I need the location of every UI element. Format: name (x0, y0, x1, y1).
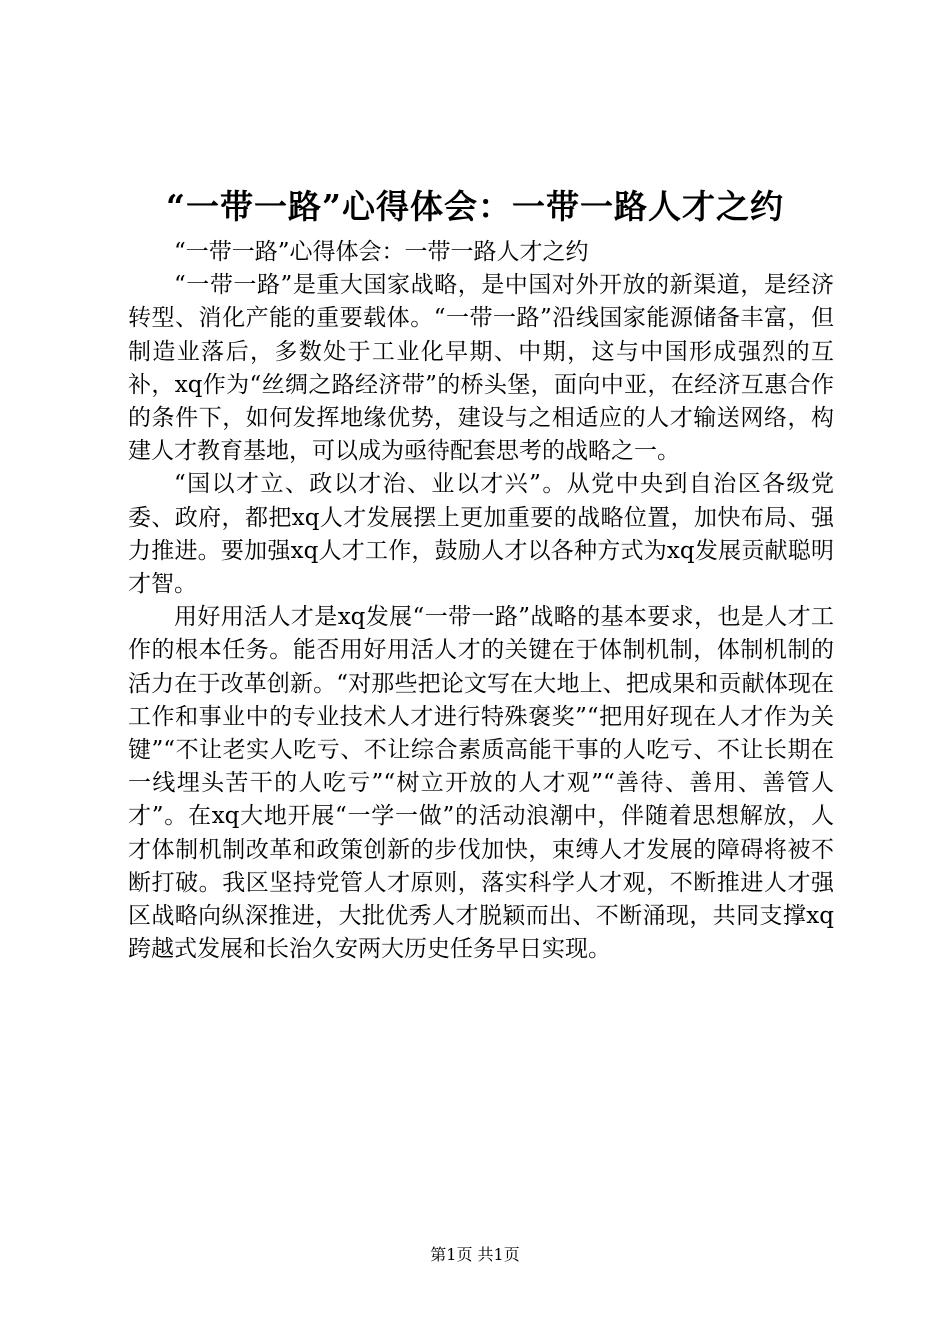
page-footer: 第1页 共1页 (430, 1245, 520, 1264)
paragraph-reform: 用好用活人才是xq发展“一带一路”战略的基本要求，也是人才工作的根本任务。能否用好用活人才的关键在于体制机制，体制机制的活力在于改革创新。“对那些把论文写在大地上、把成果和贡献体现在工作和事业中的专业技术人才进行特殊褒奖”“把用好现在人才作为关键”“不让老实人吃亏、不让综合素质高能干事的人吃亏、不让长期在一线埋头苦干的人吃亏”“树立开放的人才观”“善待、善用、善管人才”。在xq大地开展“一学一做”的活动浪潮中，伴随着思想解放，人才体制机制改革和政策创新的步伐加快，束缚人才发展的障碍将被不断打破。我区坚持党管人才原则，落实科学人才观，不断推进人才强区战略向纵深推进，大批优秀人才脱颖而出、不断涌现，共同支撑xq跨越式发展和长治久安两大历史任务早日实现。 (128, 604, 834, 963)
paragraph-strategy: “一带一路”是重大国家战略，是中国对外开放的新渠道，是经济转型、消化产能的重要载体。“一带一路”沿线国家能源储备丰富，但制造业落后，多数处于工业化早期、中期，这与中国形成强烈的互补，xq作为“丝绸之路经济带”的桥头堡，面向中亚，在经济互惠合作的条件下，如何发挥地缘优势，建设与之相适应的人才输送网络，构建人才教育基地，可以成为亟待配套思考的战略之一。 (128, 272, 834, 465)
paragraph-subtitle: “一带一路”心得体会：一带一路人才之约 (174, 239, 589, 265)
paragraph-talent: “国以才立、政以才治、业以才兴”。从党中央到自治区各级党委、政府，都把xq人才发展摆上更加重要的战略位置，加快布局、强力推进。要加强xq人才工作，鼓励人才以各种方式为xq发展贡献聪明才智。 (128, 471, 834, 598)
document-body (128, 236, 834, 966)
page-title: “一带一路”心得体会：一带一路人才之约 (166, 187, 784, 226)
